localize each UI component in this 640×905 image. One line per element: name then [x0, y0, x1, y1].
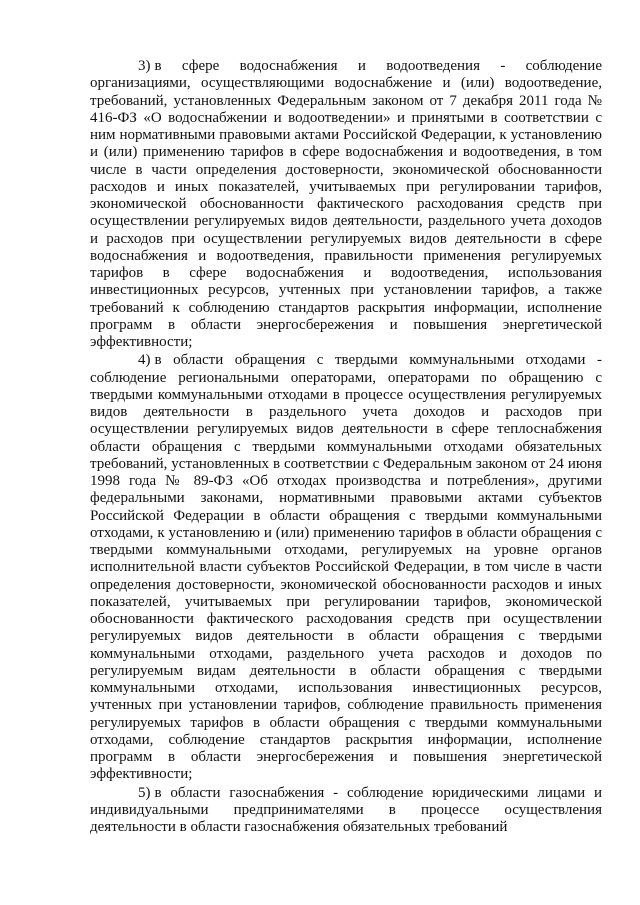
- paragraph-text: в области обращения с твердыми коммунальными отходами - соблюдение региональными операторами, операторами по обращению с твердыми коммунальными отходами в процессе осуществления регулируемых видов деятельности в раздельного учета доходов и расходов при осуществлении регулируемых видов деятельности в сфере теплоснабжения области обращения с твердыми коммунальными отходами обязательных требований, установленных в соответствии с Федеральным законом от 24 июня 1998 года № 89-ФЗ «Об отходах производства и потребления», другими федеральными законами, нормативными правовыми актами субъектов Российской Федерации в области обращения с твердыми коммунальными отходами, к установлению и (или) применению тарифов в области обращения с твердыми коммунальными отходами, регулируемых на уровне органов исполнительной власти субъектов Российской Федерации, в том числе в части определения достоверности, экономической обоснованности расходов и иных показателей, учитываемых при регулировании тарифов, экономической обоснованности фактического расходования средств при осуществлении регулируемых видов деятельности в области обращения с твердыми коммунальными отходами, раздельного учета расходов и доходов по регулируемым видам деятельности в области обращения с твердыми коммунальными отходами, использования инвестиционных ресурсов, учтенных при установлении тарифов, соблюдение правильность применения регулируемых тарифов в области обращения с твердыми коммунальными отходами, соблюдение стандартов раскрытия информации, исполнение программ в области энергосбережения и повышения энергетической эффективности;: [90, 352, 602, 783]
- paragraph-gas-supply: [90, 785, 602, 837]
- paragraph-text: в области газоснабжения - соблюдение юридическими лицами и индивидуальными предпринимателями в процессе осуществления деятельности в области газоснабжения обязательных требований: [90, 784, 602, 835]
- paragraph-solid-waste: [90, 352, 602, 783]
- paragraph-number: 4): [138, 352, 151, 369]
- paragraph-number: 5): [138, 784, 151, 801]
- paragraph-water-supply: [90, 58, 602, 351]
- paragraph-number: 3): [138, 58, 151, 74]
- paragraph-text: в сфере водоснабжения и водоотведения - соблюдение организациями, осуществляющими водоснабжение и (или) водоотведение, требований, установленных Федеральным законом от 7 декабря 2011 года № 416-ФЗ «О водоснабжении и водоотведении» и принятыми в соответствии с ним нормативными правовыми актами Российской Федерации, к установлению и (или) применению тарифов в сфере водоснабжения и водоотведения, в том числе в части определения достоверности, экономической обоснованности расходов и иных показателей, учитываемых при регулировании тарифов, экономической обоснованности фактического расходования средств при осуществлении регулируемых видов деятельности, раздельного учета доходов и расходов при осуществлении регулируемых видов деятельности в сфере водоснабжения и водоотведения, правильности применения регулируемых тарифов в сфере водоснабжения и водоотведения, использования инвестиционных ресурсов, учтенных при установлении тарифов, а также требований к соблюдению стандартов раскрытия информации, исполнение программ в области энергосбережения и повышения энергетической эффективности;: [90, 58, 602, 350]
- document-body: [90, 58, 602, 836]
